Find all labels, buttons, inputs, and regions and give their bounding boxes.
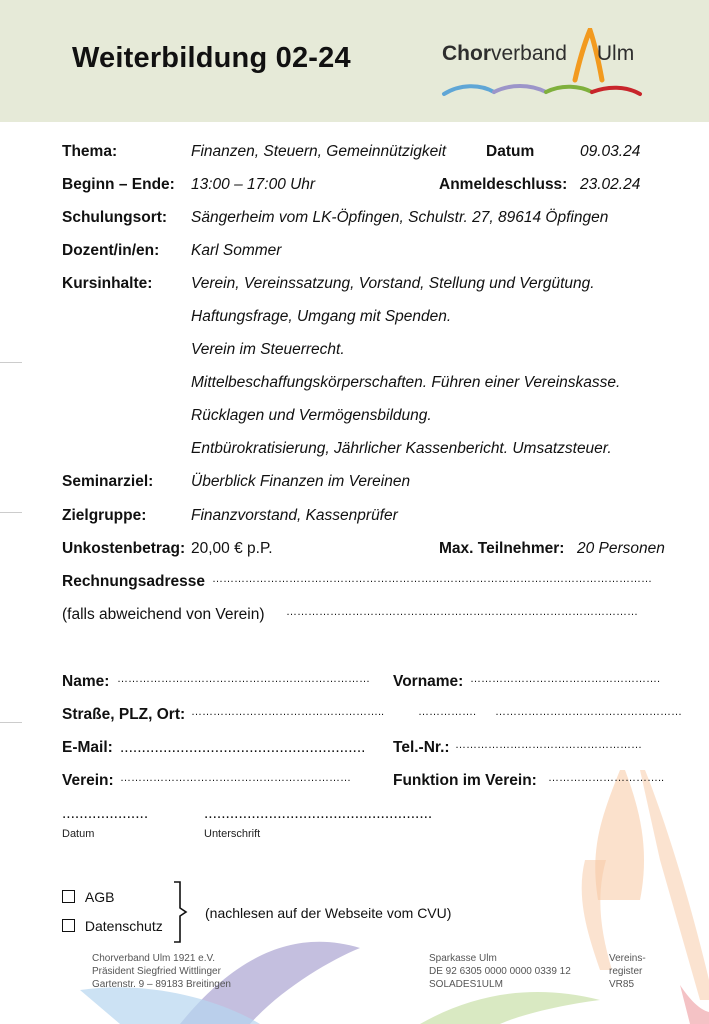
kursinhalte-line: Entbürokratisierung, Jährlicher Kassenbericht. Umsatzsteuer.	[191, 440, 612, 457]
zielgruppe-label: Zielgruppe:	[62, 507, 147, 524]
dozent-label: Dozent/in/en:	[62, 242, 160, 259]
ort-field[interactable]: ……………………………………………	[495, 706, 682, 718]
vorname-label: Vorname:	[393, 673, 464, 690]
footer-org-line: Gartenstr. 9 – 89183 Breitingen	[92, 979, 231, 990]
kursinhalte-label: Kursinhalte:	[62, 275, 153, 292]
logo-part-ulm: Ulm	[596, 42, 635, 65]
teilnehmer-label: Max. Teilnehmer:	[439, 540, 565, 557]
tel-label: Tel.-Nr.:	[393, 739, 450, 756]
unterschrift-field[interactable]: .....................................................	[204, 805, 433, 822]
datum-value: 09.03.24	[580, 143, 641, 160]
footer-org-line: Chorverband Ulm 1921 e.V.	[92, 953, 216, 964]
seminarziel-label: Seminarziel:	[62, 473, 154, 490]
agb-label: AGB	[84, 889, 115, 905]
anmeldeschluss-value: 23.02.24	[580, 176, 641, 193]
strasse-field[interactable]: ……………………………………………..	[191, 706, 385, 718]
abweichend-field[interactable]: ……………………………………………………………………………………	[286, 606, 638, 618]
verein-field[interactable]: ………………………………………………………	[120, 772, 351, 784]
logo-wordmark	[442, 42, 634, 66]
verein-label: Verein:	[62, 772, 114, 789]
teilnehmer-value: 20 Personen	[577, 540, 665, 557]
schulungsort-value: Sängerheim vom LK-Öpfingen, Schulstr. 27, 89614 Öpfingen	[191, 209, 609, 226]
anmeldeschluss-label: Anmeldeschluss:	[439, 176, 568, 193]
footer-register-line: register	[609, 966, 643, 977]
agb-checkbox[interactable]	[62, 890, 75, 903]
kursinhalte-line: Haftungsfrage, Umgang mit Spenden.	[191, 308, 452, 325]
footer-org-line: Präsident Siegfried Wittlinger	[92, 966, 221, 977]
footer-register	[609, 952, 646, 991]
unkostenbetrag-value: 20,00 € p.P.	[191, 540, 273, 557]
kursinhalte-line: Mittelbeschaffungskörperschaften. Führen einer Vereinskasse.	[191, 374, 621, 391]
datenschutz-checkbox[interactable]	[62, 919, 75, 932]
checkbox-note: (nachlesen auf der Webseite vom CVU)	[205, 905, 452, 921]
name-field[interactable]: ……………………………………………………………	[117, 673, 370, 685]
unkostenbetrag-label: Unkostenbetrag:	[62, 540, 186, 557]
logo-part-verband: verband	[491, 42, 567, 65]
abweichend-label: (falls abweichend von Verein)	[62, 606, 265, 623]
footer-bank-line: Sparkasse Ulm	[429, 953, 497, 964]
strasse-label: Straße, PLZ, Ort:	[62, 706, 186, 723]
footer-bank-line: SOLADES1ULM	[429, 979, 503, 990]
name-label: Name:	[62, 673, 110, 690]
funktion-label: Funktion im Verein:	[393, 772, 537, 789]
funktion-field[interactable]: …………………………..	[548, 772, 665, 784]
footer-bank-line: DE 92 6305 0000 0000 0339 12	[429, 966, 571, 977]
margin-mark	[0, 512, 22, 513]
seminarziel-value: Überblick Finanzen im Vereinen	[191, 473, 411, 490]
footer-organization	[92, 952, 231, 991]
beginn-label: Beginn – Ende:	[62, 176, 175, 193]
brace-icon	[172, 880, 192, 944]
kursinhalte-line: Rücklagen und Vermögensbildung.	[191, 407, 432, 424]
margin-mark	[0, 722, 22, 723]
beginn-value: 13:00 – 17:00 Uhr	[191, 176, 316, 193]
schulungsort-label: Schulungsort:	[62, 209, 168, 226]
unterschrift-caption: Unterschrift	[204, 828, 261, 840]
kursinhalte-line: Verein, Vereinssatzung, Vorstand, Stellung und Vergütung.	[191, 275, 595, 292]
footer-bank	[429, 952, 571, 991]
logo-part-chor: Chor	[442, 42, 491, 65]
page-title: Weiterbildung 02-24	[72, 42, 351, 74]
datum-label: Datum	[486, 143, 535, 160]
footer-register-line: VR85	[609, 979, 635, 990]
thema-label: Thema:	[62, 143, 118, 160]
email-field[interactable]: .........................................................	[120, 739, 366, 756]
thema-value: Finanzen, Steuern, Gemeinnützigkeit	[191, 143, 447, 160]
footer-register-line: Vereins-	[609, 953, 646, 964]
rechnungsadresse-label: Rechnungsadresse	[62, 573, 205, 590]
email-label: E-Mail:	[62, 739, 113, 756]
rechnungsadresse-field[interactable]: …………………………………………………………………………………………………………	[212, 573, 652, 585]
datenschutz-label: Datenschutz	[84, 918, 163, 934]
tel-field[interactable]: ……………………………………………	[455, 739, 642, 751]
datenschutz-option[interactable]	[62, 918, 163, 934]
vorname-field[interactable]: …………………………………………….	[470, 673, 661, 685]
dozent-value: Karl Sommer	[191, 242, 282, 259]
chorverband-logo	[440, 28, 650, 100]
zielgruppe-value: Finanzvorstand, Kassenprüfer	[191, 507, 398, 524]
agb-option[interactable]	[62, 889, 114, 905]
plz-field[interactable]: …………….	[418, 706, 477, 718]
header-band	[0, 0, 709, 122]
kursinhalte-line: Verein im Steuerrecht.	[191, 341, 345, 358]
margin-mark	[0, 362, 22, 363]
datum-signature-field[interactable]: ....................	[62, 805, 149, 822]
datum-caption: Datum	[62, 828, 95, 840]
